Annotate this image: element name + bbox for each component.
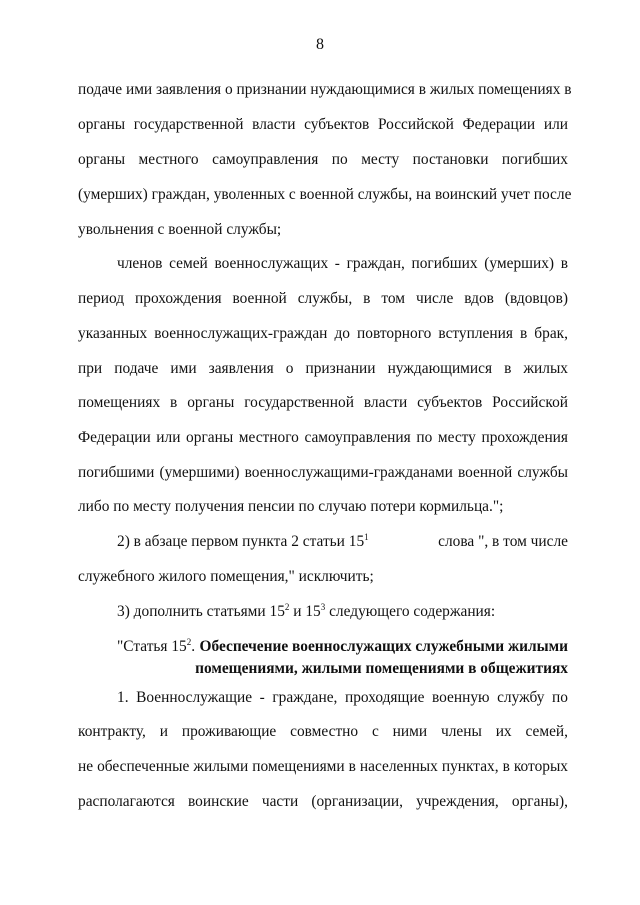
text-line: подаче ими заявления о признании нуждающимися в жилых помещениях в <box>78 81 572 98</box>
article-title-part2: помещениями, жилыми помещениями в общежитиях <box>195 660 568 677</box>
text-line: либо по месту получения пенсии по случаю потери кормильца."; <box>78 498 504 515</box>
text-line: органы государственной власти субъектов Российской Федерации или <box>78 116 568 133</box>
text-line: помещениях в органы государственной власти субъектов Российской <box>78 394 568 411</box>
amendment-2-left: 2) в абзаце первом пункта 2 статьи $15^1$ <box>117 532 369 550</box>
text-line: погибшими (умершими) военнослужащими-гражданами военной службы <box>78 464 568 481</box>
article-heading-line1 <box>117 637 568 657</box>
article-title-part1: Обеспечение военнослужащих служебными жилыми <box>199 638 568 655</box>
text-line: органы местного самоуправления по месту постановки погибших <box>78 151 568 168</box>
text-line: Федерации или органы местного самоуправления по месту прохождения <box>78 429 568 446</box>
text-line: 3) дополнить статьями $15^2$ и $15^3$ следующего содержания: <box>117 602 496 620</box>
text-line: не обеспеченные жилыми помещениями в населенных пунктах, в которых <box>78 758 568 775</box>
text-line: контракту, и проживающие совместно с ними члены их семей, <box>78 723 568 740</box>
amendment-2-right: слова ", в том числе <box>438 533 568 550</box>
text-line <box>117 532 568 552</box>
text-line: располагаются воинские части (организации, учреждения, органы), <box>78 793 568 810</box>
text-line: период прохождения военной службы, в том числе вдов (вдовцов) <box>78 290 568 307</box>
article-number: "Статья $15^2$. <box>117 637 196 655</box>
text-line: указанных военнослужащих-граждан до повторного вступления в брак, <box>78 325 568 342</box>
text-line: при подаче ими заявления о признании нуждающимися в жилых <box>78 360 568 377</box>
text-line: (умерших) граждан, уволенных с военной службы, на воинский учет после <box>78 186 572 203</box>
article-heading <box>117 637 568 679</box>
page-number: 8 <box>316 36 324 53</box>
text-line: 1. Военнослужащие - граждане, проходящие военную службу по <box>117 689 568 706</box>
text-line: служебного жилого помещения," исключить; <box>78 568 374 585</box>
text-line: увольнения с военной службы; <box>78 221 282 238</box>
text-line: членов семей военнослужащих - граждан, погибших (умерших) в <box>117 255 568 272</box>
